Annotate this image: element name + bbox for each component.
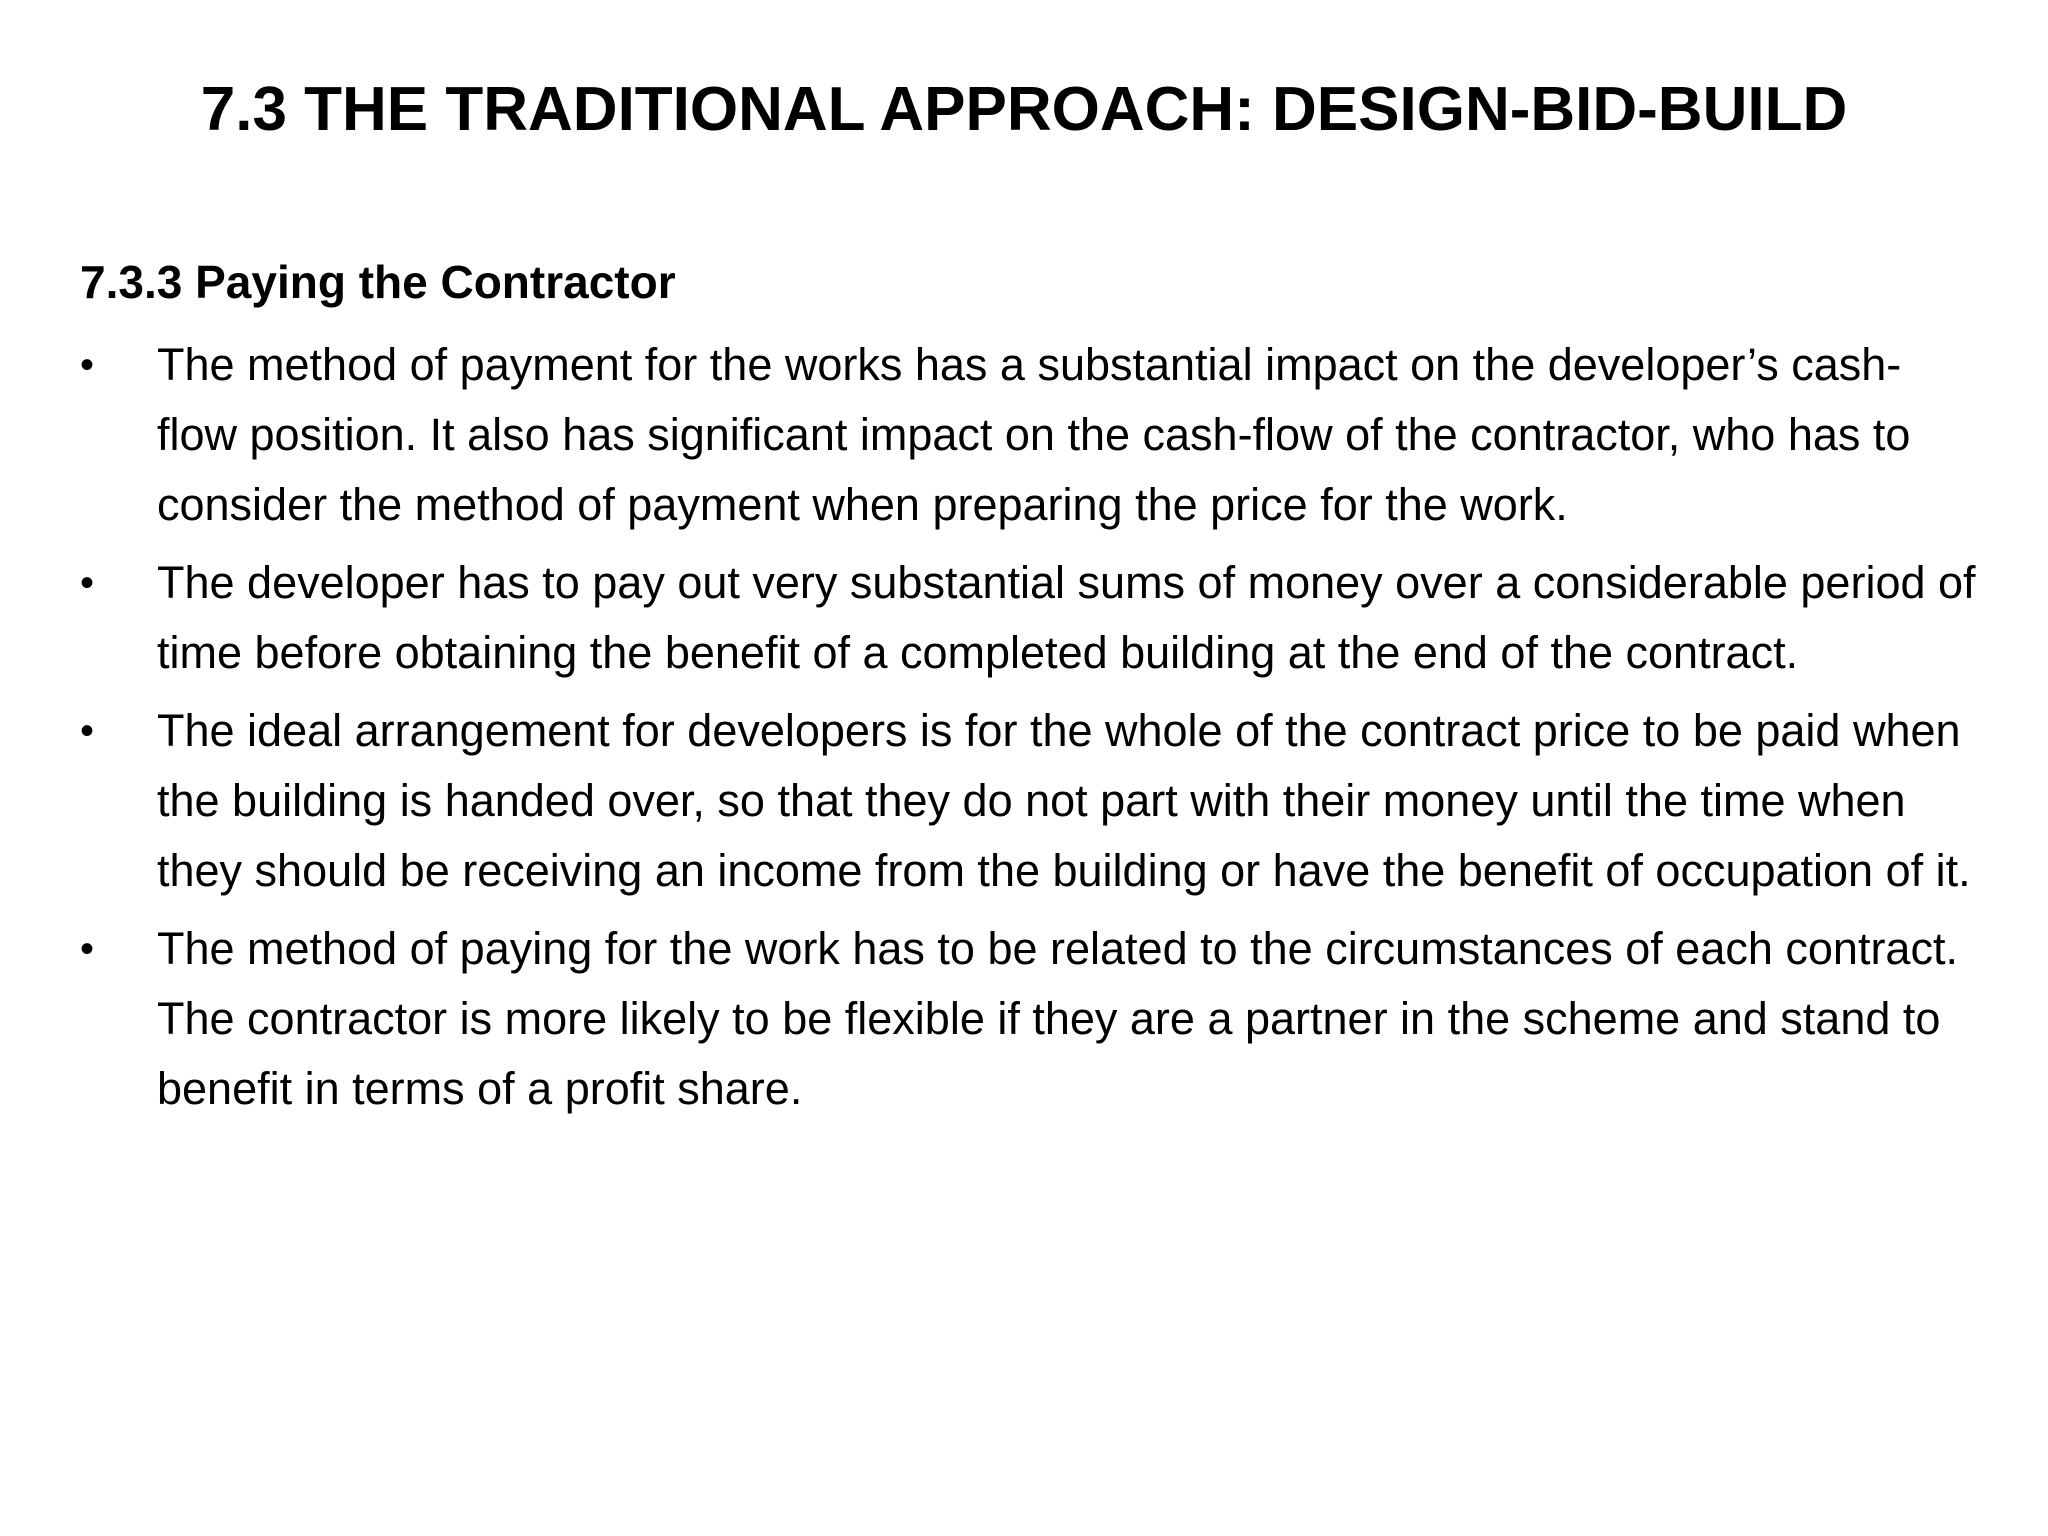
section-heading: 7.3.3 Paying the Contractor [80,256,676,308]
bullet-icon: • [80,709,95,753]
bullet-text: The ideal arrangement for developers is for the whole of the contract price to be paid when the building is handed over, so that they do not part with their money until the time when they should be receiving an income from the building or have the benefit of occupation of it. [157,705,1971,896]
bullet-icon: • [80,561,95,605]
bullet-item-2 [80,548,1980,688]
bullet-icon: • [80,343,95,387]
bullet-item-1 [80,330,1980,540]
slide-title: 7.3 THE TRADITIONAL APPROACH: DESIGN-BID-BUILD [200,75,1848,144]
bullet-list [80,330,1980,1132]
bullet-item-4 [80,914,1980,1124]
bullet-item-3 [80,696,1980,906]
bullet-text: The developer has to pay out very substantial sums of money over a considerable period of time before obtaining the benefit of a completed building at the end of the contract. [157,557,1976,678]
bullet-icon: • [80,927,95,971]
bullet-text: The method of payment for the works has a substantial impact on the developer’s cash-flow position. It also has significant impact on the cash-flow of the contractor, who has to consider the method of payment when preparing the price for the work. [157,339,1911,530]
bullet-text: The method of paying for the work has to be related to the circumstances of each contract. The contractor is more likely to be flexible if they are a partner in the scheme and stand to benefit in terms of a profit share. [157,923,1958,1114]
